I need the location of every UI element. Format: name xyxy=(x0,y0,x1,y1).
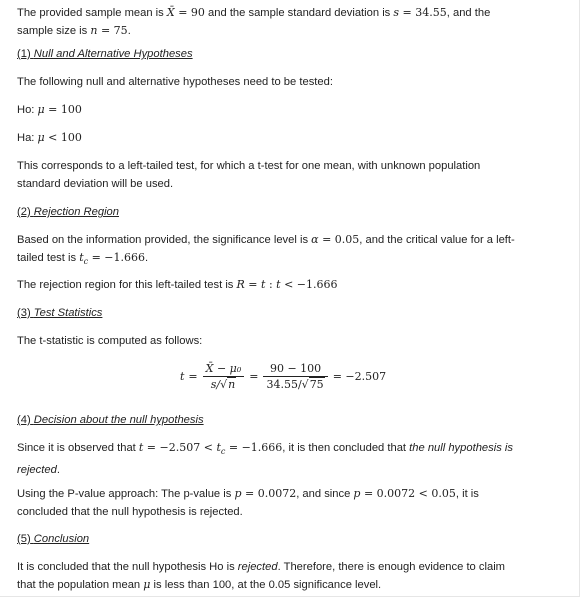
rejection-text: Based on the information provided, the significance level is xyxy=(17,234,312,246)
rejection-text: , and the critical value for a left- xyxy=(359,234,515,246)
alt-label: Ha: xyxy=(17,132,38,144)
conclusion-text: . Therefore, there is enough evidence to claim xyxy=(277,561,505,573)
t-symbol: t xyxy=(138,441,144,454)
pvalue-paragraph xyxy=(17,485,557,521)
std-dev-symbol: s xyxy=(393,6,400,19)
t-symbol: t xyxy=(261,278,266,291)
test-description-line2: standard deviation will be used. xyxy=(17,178,174,190)
intro-text: sample size is xyxy=(17,25,91,37)
section-title: Decision about the null hypothesis xyxy=(33,414,204,426)
critical-subscript: c xyxy=(220,447,226,457)
section-heading-conclusion xyxy=(17,530,557,548)
rejection-paragraph xyxy=(17,231,557,271)
null-value: = 100 xyxy=(44,103,82,116)
test-description xyxy=(17,157,557,193)
p-value-comparison: = 0.0072 < 0.05 xyxy=(360,487,456,500)
decision-emphasis: rejected xyxy=(17,464,57,477)
pvalue-text: , it is xyxy=(455,488,479,500)
alt-value: < 100 xyxy=(44,131,82,144)
critical-value: = −1.666 xyxy=(225,441,283,454)
mu-symbol: μ xyxy=(143,578,151,591)
sample-mean-value: = 90 xyxy=(174,6,205,19)
colon: : xyxy=(265,278,277,291)
radicand: n xyxy=(228,378,236,391)
t-symbol: t xyxy=(216,441,221,454)
t-symbol: t xyxy=(79,251,84,264)
decision-emphasis: the null hypothesis is xyxy=(409,442,514,454)
fraction-denominator xyxy=(203,377,245,392)
critical-value: = −1.666 xyxy=(88,251,146,264)
tstat-intro xyxy=(17,332,557,350)
fraction-numerator: X̄ − μ₀ xyxy=(203,361,245,377)
sqrt-icon: √ xyxy=(220,378,228,391)
section-number: (2) xyxy=(17,206,31,218)
section-heading-rejection-region xyxy=(17,203,557,221)
hypotheses-intro-text: The following null and alternative hypotheses need to be tested: xyxy=(17,76,333,88)
section-title: Conclusion xyxy=(33,533,90,545)
intro-text: and the sample standard deviation is xyxy=(204,7,394,19)
t-statistic-formula xyxy=(178,361,388,392)
t-value-comparison: = −2.507 < xyxy=(143,441,217,454)
conclusion-paragraph xyxy=(17,558,557,594)
decision-paragraph xyxy=(17,439,557,479)
decision-text: , it is then concluded that xyxy=(282,442,410,454)
section-title: Rejection Region xyxy=(33,206,119,218)
tstat-intro-text: The t-statistic is computed as follows: xyxy=(17,335,203,347)
equals-sign: = xyxy=(188,370,198,383)
section-heading-hypotheses xyxy=(17,45,557,63)
p-symbol: p xyxy=(234,487,242,500)
std-dev-value: = 34.55 xyxy=(399,6,447,19)
decision-text: Since it is observed that xyxy=(17,442,139,454)
t-statistic-result: = −2.507 xyxy=(332,370,387,383)
rejection-text: tailed test is xyxy=(17,252,80,264)
equals-sign: = xyxy=(249,370,259,383)
fraction-denominator xyxy=(263,377,327,392)
rejection-region-text: The rejection region for this left-tailed test is xyxy=(17,279,237,291)
conclusion-text: is less than 100, at the 0.05 significance level. xyxy=(150,579,382,591)
null-label: Ho: xyxy=(17,104,38,116)
mu-symbol: μ xyxy=(37,131,45,144)
conclusion-text: It is concluded that the null hypothesis Ho is xyxy=(17,561,238,573)
pvalue-text: Using the P-value approach: The p-value is xyxy=(17,488,235,500)
conclusion-emphasis: rejected xyxy=(237,561,278,573)
p-value: = 0.0072 xyxy=(241,487,297,500)
formula-fraction-numeric xyxy=(263,361,327,392)
region-bound: < −1.666 xyxy=(280,278,338,291)
section-title: Test Statistics xyxy=(33,307,103,319)
equals-sign: = xyxy=(244,278,262,291)
t-symbol: t xyxy=(276,278,281,291)
pvalue-text: , and since xyxy=(296,488,354,500)
denominator-s: s/ xyxy=(210,378,221,391)
conclusion-text: that the population mean xyxy=(17,579,144,591)
null-hypothesis xyxy=(17,101,557,119)
intro-text: The provided sample mean is xyxy=(17,7,167,19)
period: . xyxy=(145,252,149,264)
region-symbol: R xyxy=(236,278,245,291)
intro-paragraph xyxy=(17,4,557,40)
alpha-value: = 0.05 xyxy=(318,233,360,246)
sample-size-symbol: n xyxy=(90,24,98,37)
radicand: 75 xyxy=(309,378,324,391)
fraction-numerator: 90 − 100 xyxy=(263,361,327,377)
denominator-std-dev: 34.55/ xyxy=(266,378,302,391)
sqrt-icon: √ xyxy=(301,378,309,391)
section-number: (3) xyxy=(17,307,31,319)
hypotheses-intro xyxy=(17,73,557,91)
section-number: (5) xyxy=(17,533,31,545)
intro-text: , and the xyxy=(446,7,491,19)
section-heading-decision xyxy=(17,411,557,429)
alternative-hypothesis xyxy=(17,129,557,147)
alpha-symbol: α xyxy=(311,233,319,246)
period: . xyxy=(127,25,131,37)
period: . xyxy=(56,464,60,477)
section-heading-test-statistics xyxy=(17,304,557,322)
sample-size-value: = 75 xyxy=(97,24,128,37)
rejection-region-statement xyxy=(17,276,557,294)
formula-fraction-symbolic xyxy=(203,361,245,392)
p-symbol: p xyxy=(353,487,361,500)
pvalue-text: concluded that the null hypothesis is rejected. xyxy=(17,506,243,518)
sample-mean-symbol: X̄ xyxy=(166,6,175,19)
section-title: Null and Alternative Hypotheses xyxy=(33,48,193,60)
test-description-line1: This corresponds to a left-tailed test, for which a t-test for one mean, with unknown population xyxy=(17,160,481,172)
critical-subscript: c xyxy=(83,257,89,267)
section-number: (4) xyxy=(17,414,31,426)
t-symbol: t xyxy=(180,370,185,383)
mu-symbol: μ xyxy=(37,103,45,116)
section-number: (1) xyxy=(17,48,31,60)
